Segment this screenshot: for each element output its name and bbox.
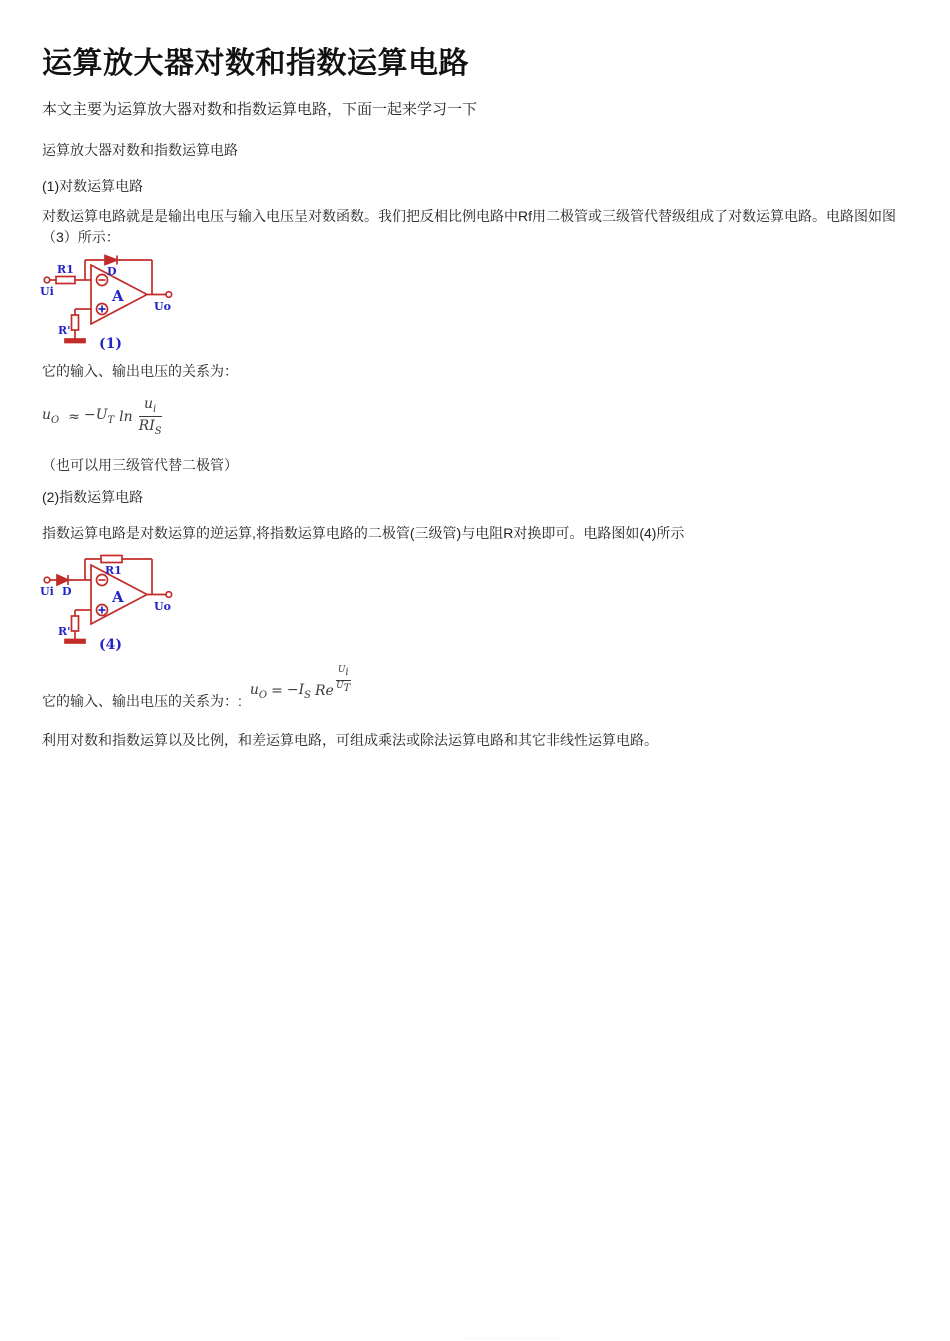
input-label: Ui — [40, 285, 54, 298]
formula2-coef: $-I_S$ — [286, 681, 311, 701]
ground-resistor — [72, 315, 79, 330]
section1-body: 对数运算电路就是是输出电压与输入电压呈对数函数。我们把反相比例电路中Rf用二极管或三级管代替级组成了对数运算电路。电路图如图（3）所示： — [42, 208, 896, 245]
relation2-row — [42, 662, 351, 712]
input-terminal — [44, 277, 50, 283]
input-resistor-label: R1 — [57, 263, 74, 276]
output-label: Uo — [154, 600, 171, 613]
opamp-label: A — [112, 588, 124, 606]
exp-circuit-diagram — [39, 552, 187, 657]
feedback-diode-icon — [105, 256, 117, 265]
formula2-exponent-fraction: $\frac{U_i}{U_T}$ — [336, 665, 351, 694]
section1-heading: (1)对数运算电路 — [42, 178, 144, 194]
note-paragraph: （也可以用三级管代替二极管） — [42, 457, 238, 473]
formula1-func: ln — [119, 408, 133, 425]
series-diode-label: D — [62, 585, 72, 598]
figure-caption: (1) — [99, 336, 122, 352]
formula2-func: Re — [314, 683, 334, 700]
opamp-label: A — [112, 287, 124, 305]
series-diode-icon — [57, 575, 68, 585]
formula1-lhs: $u_O$ — [42, 407, 60, 427]
intro-paragraph: 本文主要为运算放大器对数和指数运算电路，下面一起来学习一下 — [42, 101, 478, 118]
section2-body: 指数运算电路是对数运算的逆运算,将指数运算电路的二极管(三级管)与电阻R对换即可。电路图如(4)所示 — [42, 525, 685, 541]
ground-resistor-label: R' — [58, 625, 71, 638]
bottom-edge-artifact — [462, 1337, 562, 1340]
ground-resistor — [72, 616, 79, 631]
article-subtitle: 运算放大器对数和指数运算电路 — [42, 142, 238, 158]
ground-resistor-label: R' — [58, 324, 71, 337]
input-resistor — [56, 277, 75, 284]
formula2-op: = — [271, 683, 283, 700]
exp-formula — [249, 665, 351, 706]
output-terminal — [166, 592, 172, 598]
ground-icon — [65, 339, 85, 343]
log-formula — [42, 396, 162, 438]
formula1-op: ≈ — [68, 408, 80, 425]
relation2-label: 它的输入、输出电压的关系为：: — [42, 693, 242, 709]
formula2-lhs: $u_O$ — [249, 681, 268, 701]
figure-caption: (4) — [99, 637, 122, 653]
feedback-diode-label: D — [107, 265, 117, 278]
output-terminal — [166, 292, 172, 298]
ground-icon — [65, 640, 85, 644]
input-label: Ui — [40, 585, 54, 598]
closing-paragraph: 利用对数和指数运算以及比例，和差运算电路，可组成乘法或除法运算电路和其它非线性运算电路。 — [42, 732, 658, 748]
formula1-coef: $-U_T$ — [83, 407, 115, 427]
formula1-fraction: $\frac{u_i}{RI_S}$ — [138, 396, 162, 438]
page-title: 运算放大器对数和指数运算电路 — [42, 47, 469, 80]
log-circuit-diagram — [39, 252, 187, 357]
section2-heading: (2)指数运算电路 — [42, 489, 144, 505]
input-terminal — [44, 577, 50, 583]
feedback-resistor-label: R1 — [105, 564, 122, 577]
output-label: Uo — [154, 300, 171, 313]
relation1-label: 它的输入、输出电压的关系为： — [42, 363, 238, 379]
feedback-resistor — [101, 556, 122, 563]
